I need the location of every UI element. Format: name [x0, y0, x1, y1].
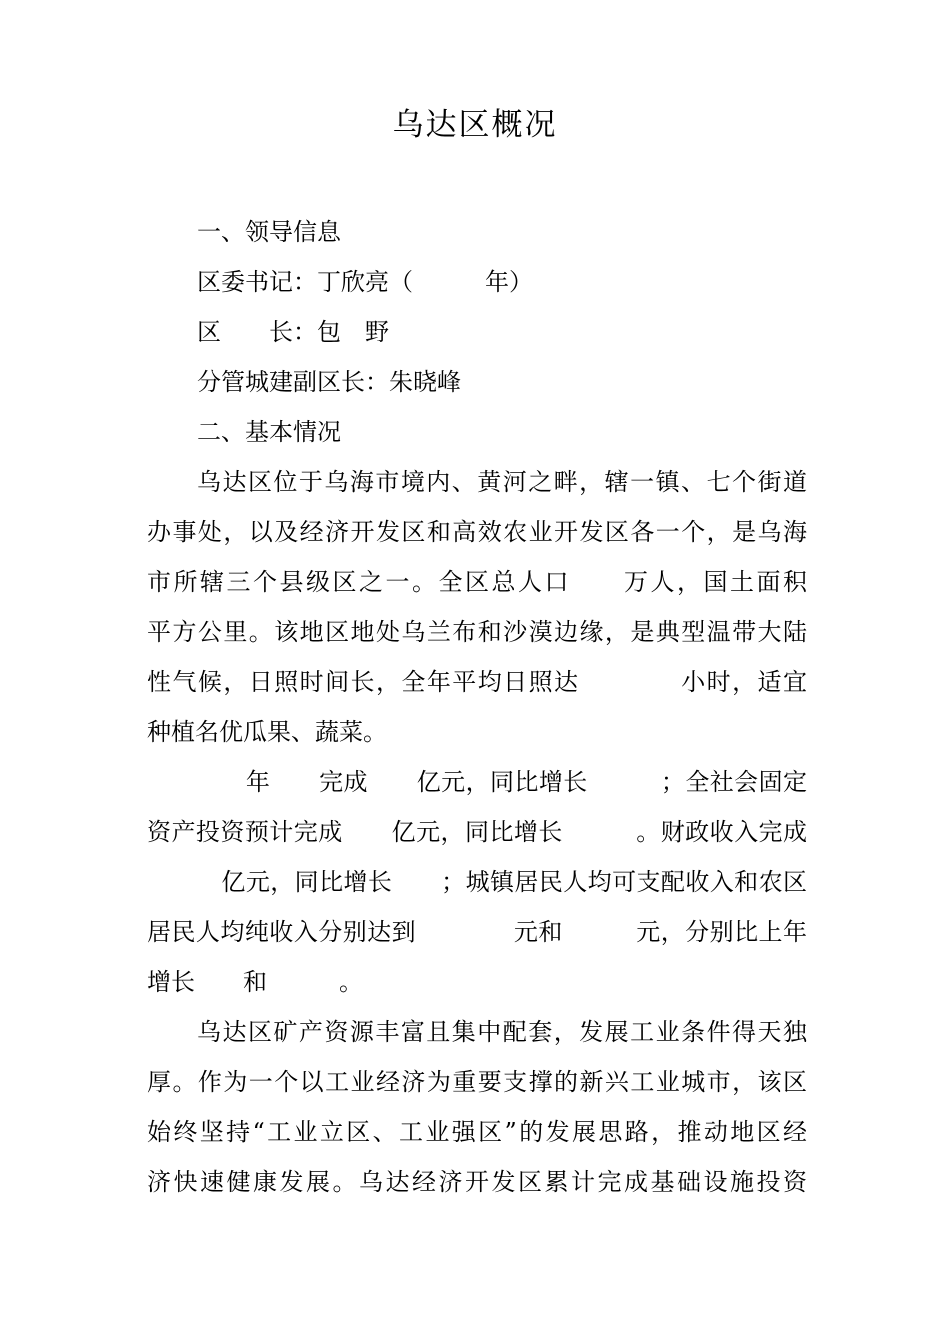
paragraph-line: 始终坚持“工业立区、工业强区”的发展思路，推动地区经 [147, 1118, 807, 1146]
paragraph-line: 平方公里。该地区地处乌兰布和沙漠边缘，是典型温带大陆 [147, 618, 807, 646]
leader-vice-head: 分管城建副区长：朱晓峰 [197, 368, 461, 396]
paragraph-line: 办事处，以及经济开发区和高效农业开发区各一个，是乌海 [147, 518, 807, 546]
paragraph-line: 增长 和 。 [147, 968, 363, 996]
paragraph-line: 居民人均纯收入分别达到 元和 元，分别比上年 [147, 918, 807, 946]
document-body [147, 207, 807, 1207]
paragraph-line: 亿元，同比增长 ；城镇居民人均可支配收入和农区 [197, 868, 807, 896]
leader-secretary: 区委书记：丁欣亮（ 年） [197, 268, 533, 296]
paragraph-line: 种植名优瓜果、蔬菜。 [147, 718, 387, 746]
section-heading-basic: 二、基本情况 [197, 418, 341, 446]
document-title: 乌达区概况 [392, 107, 558, 143]
paragraph-line: 厚。作为一个以工业经济为重要支撑的新兴工业城市，该区 [147, 1068, 807, 1096]
section-heading-leadership: 一、领导信息 [197, 218, 341, 246]
paragraph-line: 年 完成 亿元，同比增长 ；全社会固定 [197, 768, 807, 796]
paragraph-line: 乌达区矿产资源丰富且集中配套，发展工业条件得天独 [197, 1018, 807, 1046]
paragraph-line: 性气候，日照时间长，全年平均日照达 小时，适宜 [147, 668, 807, 696]
paragraph-line: 市所辖三个县级区之一。全区总人口 万人，国土面积 [147, 568, 807, 596]
paragraph-line: 乌达区位于乌海市境内、黄河之畔，辖一镇、七个街道 [197, 468, 807, 496]
paragraph-line: 济快速健康发展。乌达经济开发区累计完成基础设施投资 [147, 1168, 807, 1196]
leader-district-head: 区 长：包 野 [197, 318, 389, 346]
paragraph-line: 资产投资预计完成 亿元，同比增长 。财政收入完成 [147, 818, 807, 846]
